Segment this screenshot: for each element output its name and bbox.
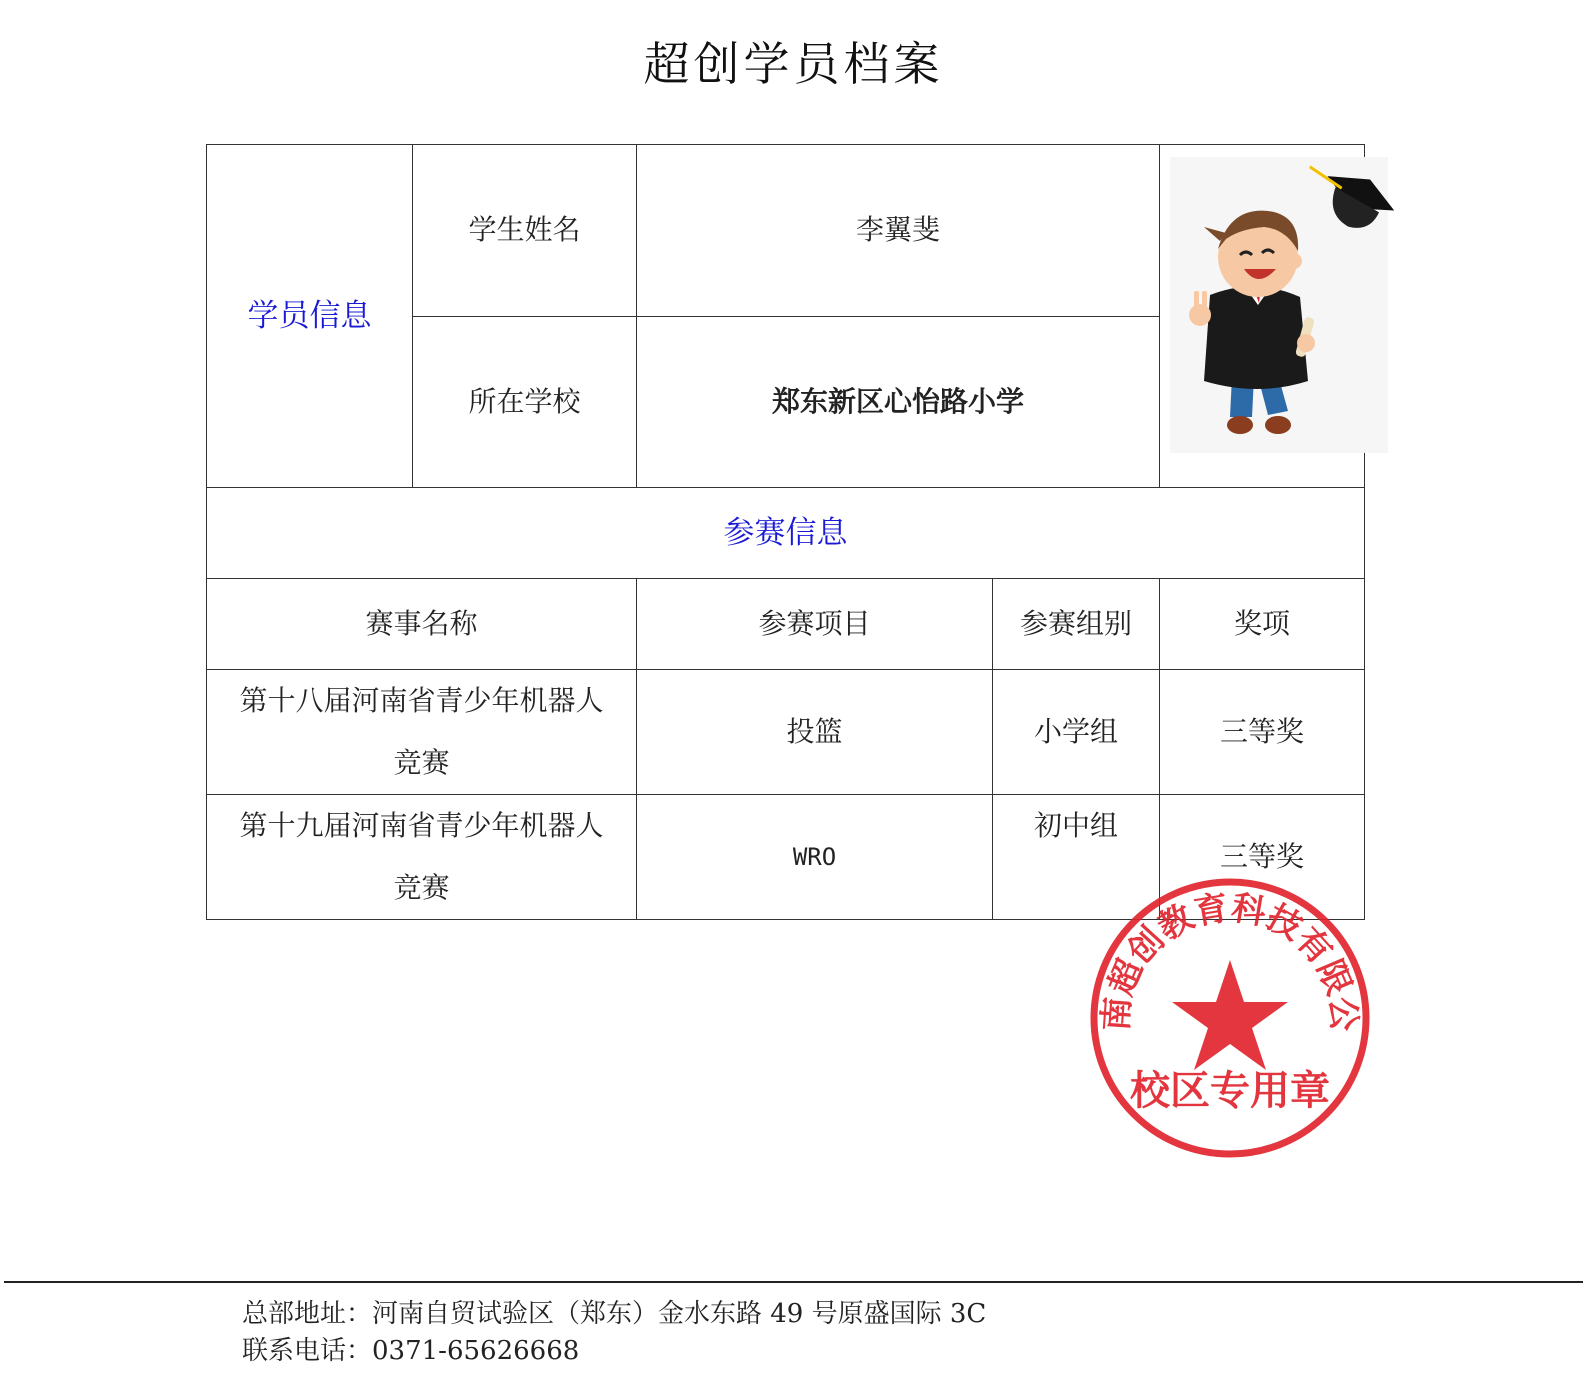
award-cell: 三等奖 — [1160, 670, 1365, 795]
seal-icon — [1084, 872, 1376, 1164]
competition-info-heading: 参赛信息 — [207, 488, 1365, 579]
svg-text:校区专用章: 校区专用章 — [1130, 1068, 1330, 1114]
footer-address: 总部地址：河南自贸试验区（郑东）金水东路 49 号原盛国际 3C — [242, 1299, 987, 1329]
project-cell: 投篮 — [637, 670, 993, 795]
school-value: 郑东新区心怡路小学 — [637, 316, 1160, 488]
school-label: 所在学校 — [413, 316, 637, 488]
page-title: 超创学员档案 — [643, 37, 944, 91]
column-header-project: 参赛项目 — [637, 579, 993, 670]
graduate-cartoon-icon — [1160, 145, 1400, 465]
column-header-event: 赛事名称 — [207, 579, 637, 670]
footer-divider — [4, 1281, 1583, 1283]
project-cell: WRO — [637, 795, 993, 920]
event-name-cell: 第十九届河南省青少年机器人竞赛 — [207, 795, 637, 920]
name-label: 学生姓名 — [413, 145, 637, 317]
award-cell: 三等奖 — [1160, 795, 1365, 920]
group-cell: 小学组 — [993, 670, 1160, 795]
event-name-cell: 第十八届河南省青少年机器人竞赛 — [207, 670, 637, 795]
student-info-heading: 学员信息 — [207, 145, 413, 488]
svg-text:河南超创教育科技有限公司: 南超创教育科技有限公 — [1096, 887, 1364, 1033]
column-header-group: 参赛组别 — [993, 579, 1160, 670]
company-seal — [1084, 872, 1376, 1164]
column-header-award: 奖项 — [1160, 579, 1365, 670]
group-cell: 初中组 — [993, 795, 1160, 920]
student-record-table — [206, 144, 1365, 920]
table-row — [207, 670, 1365, 795]
footer-phone: 联系电话：0371-65626668 — [242, 1336, 580, 1366]
name-value: 李翼斐 — [637, 145, 1160, 317]
student-photo — [1160, 145, 1365, 488]
